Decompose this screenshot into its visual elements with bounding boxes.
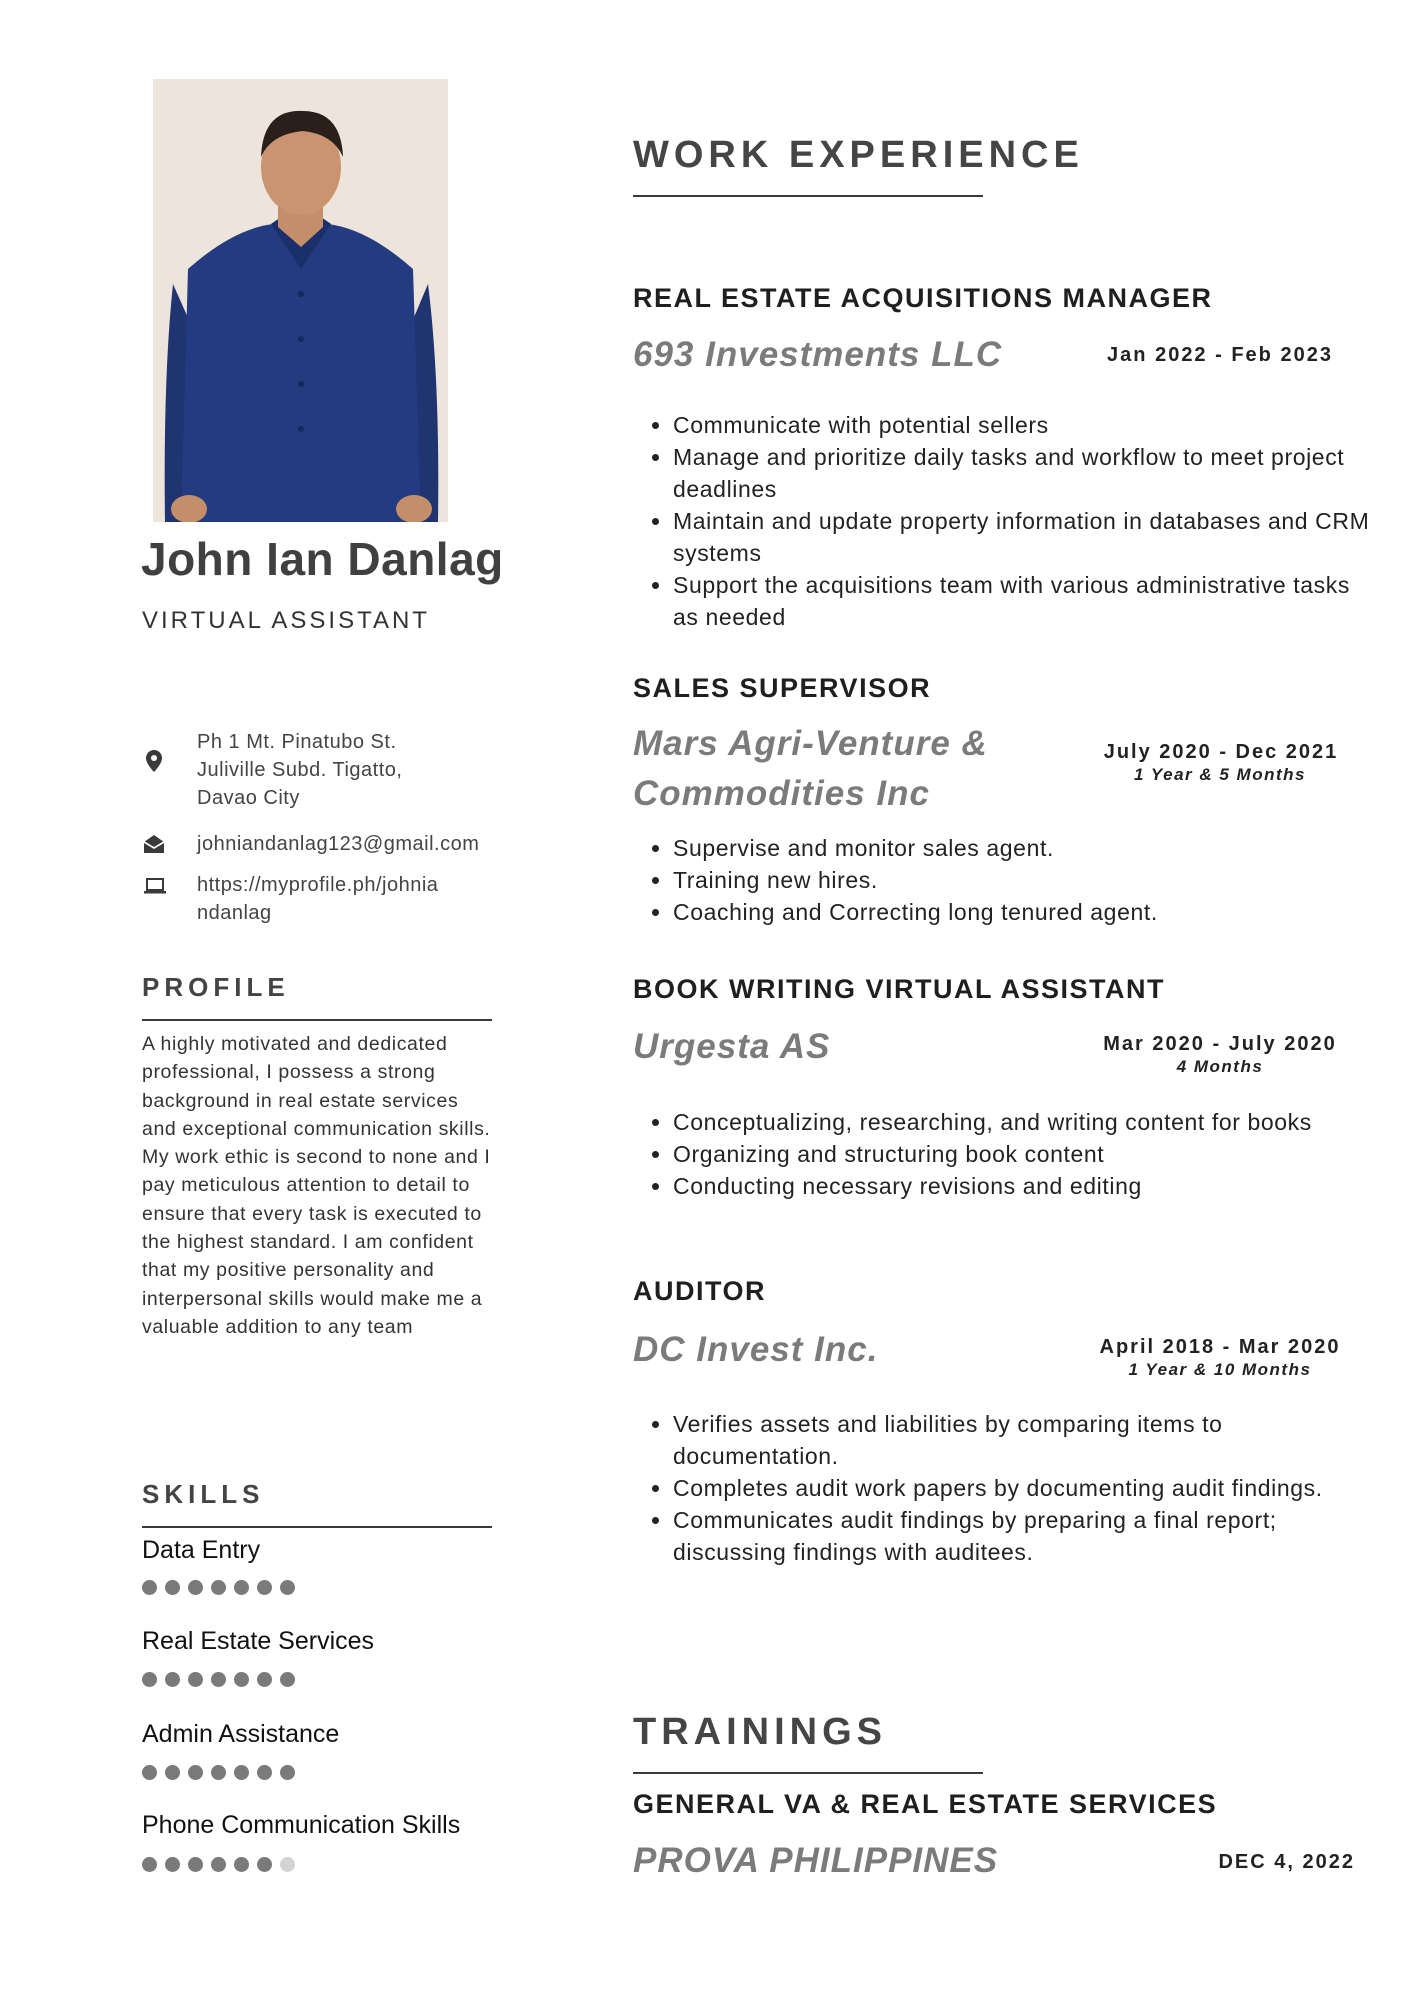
list-item: • Coaching and Correcting long tenured agent. (673, 896, 1378, 928)
list-item: • Training new hires. (673, 864, 1378, 896)
list-item: • Conceptualizing, researching, and writing content for books (673, 1106, 1378, 1138)
rating-dot (257, 1580, 272, 1595)
laptop-icon (143, 877, 165, 899)
job-duties (633, 1408, 1378, 1568)
company-name: Mars Agri-Venture & Commodities Inc (633, 724, 988, 813)
list-item: • Support the acquisitions team with various administrative tasks as needed (673, 569, 1378, 633)
list-item: • Organizing and structuring book content (673, 1138, 1378, 1170)
rating-dot (280, 1580, 295, 1595)
job-title: BOOK WRITING VIRTUAL ASSISTANT (633, 974, 1165, 1004)
skill-name: Real Estate Services (142, 1627, 375, 1655)
skills-divider (142, 1526, 492, 1528)
rating-dot (188, 1672, 203, 1687)
rating-dot (211, 1857, 226, 1872)
list-item: • Verifies assets and liabilities by comparing items to documentation. (673, 1408, 1378, 1472)
job-duration: 1 Year & 5 Months (1134, 765, 1306, 784)
company-name: 693 Investments LLC (633, 335, 1003, 374)
rating-dot (165, 1765, 180, 1780)
list-item: • Supervise and monitor sales agent. (673, 832, 1378, 864)
rating-dot (234, 1580, 249, 1595)
rating-dot (211, 1765, 226, 1780)
profile-heading: PROFILE (142, 972, 290, 1002)
rating-dot (280, 1765, 295, 1780)
skill-rating (142, 1672, 295, 1687)
skill-name: Admin Assistance (142, 1720, 340, 1748)
list-item: • Completes audit work papers by documenting audit findings. (673, 1472, 1378, 1504)
job-duties (633, 832, 1378, 928)
location-pin-icon (143, 749, 165, 771)
list-item: • Maintain and update property information in databases and CRM systems (673, 505, 1378, 569)
list-item: • Communicates audit findings by preparing a final report; discussing findings with auditees. (673, 1504, 1378, 1568)
person-role: VIRTUAL ASSISTANT (142, 607, 430, 634)
company-name: DC Invest Inc. (633, 1330, 879, 1369)
training-date: DEC 4, 2022 (1218, 1851, 1355, 1873)
rating-dot (188, 1765, 203, 1780)
skill-name: Phone Communication Skills (142, 1811, 461, 1839)
work-divider (633, 195, 983, 197)
job-date: Mar 2020 - July 2020 (1103, 1033, 1337, 1055)
rating-dot (257, 1765, 272, 1780)
rating-dot (211, 1580, 226, 1595)
rating-dot (142, 1765, 157, 1780)
profile-photo (153, 79, 448, 522)
job-duties (633, 409, 1378, 633)
rating-dot (142, 1580, 157, 1595)
rating-dot (257, 1672, 272, 1687)
contact-email[interactable]: johniandanlag123@gmail.com (197, 833, 480, 855)
rating-dot (188, 1857, 203, 1872)
rating-dot (211, 1672, 226, 1687)
work-experience-heading: WORK EXPERIENCE (633, 134, 1084, 176)
skill-rating (142, 1857, 295, 1872)
rating-dot (188, 1580, 203, 1595)
trainings-divider (633, 1772, 983, 1774)
list-item: • Communicate with potential sellers (673, 409, 1378, 441)
job-date: April 2018 - Mar 2020 (1099, 1336, 1341, 1358)
rating-dot (280, 1672, 295, 1687)
rating-dot (165, 1580, 180, 1595)
job-date: Jan 2022 - Feb 2023 (1107, 344, 1333, 366)
rating-dot (280, 1857, 295, 1872)
job-duration: 4 Months (1176, 1057, 1264, 1076)
job-title: AUDITOR (633, 1276, 767, 1306)
contact-address: Ph 1 Mt. Pinatubo St. Juliville Subd. Tigatto, Davao City (197, 731, 403, 809)
training-provider: PROVA PHILIPPINES (633, 1841, 999, 1880)
job-title: REAL ESTATE ACQUISITIONS MANAGER (633, 283, 1213, 313)
skill-name: Data Entry (142, 1536, 261, 1564)
list-item: • Conducting necessary revisions and editing (673, 1170, 1378, 1202)
rating-dot (142, 1672, 157, 1687)
profile-divider (142, 1019, 492, 1021)
envelope-icon (143, 834, 165, 856)
training-title: GENERAL VA & REAL ESTATE SERVICES (633, 1789, 1218, 1819)
skills-heading: SKILLS (142, 1479, 265, 1509)
person-name: John Ian Danlag (141, 533, 504, 585)
rating-dot (165, 1857, 180, 1872)
rating-dot (165, 1672, 180, 1687)
job-title: SALES SUPERVISOR (633, 673, 932, 703)
rating-dot (257, 1857, 272, 1872)
profile-text: A highly motivated and dedicated professional, I possess a strong background in real estate services and exceptional communication skills. My work ethic is second to none and I pay meticulous attention to detail to ensure that every task is executed to the highest standard. I am confident that my positive personality and interpersonal skills would make me a valuable addition to any team (142, 1033, 491, 1338)
job-duties (633, 1106, 1378, 1202)
rating-dot (142, 1857, 157, 1872)
trainings-heading: TRAININGS (633, 1711, 887, 1753)
rating-dot (234, 1765, 249, 1780)
company-name: Urgesta AS (633, 1027, 831, 1066)
skill-rating (142, 1580, 295, 1595)
job-date: July 2020 - Dec 2021 (1103, 741, 1339, 763)
rating-dot (234, 1857, 249, 1872)
contact-website[interactable]: https://myprofile.ph/johnia ndanlag (197, 874, 439, 924)
skill-rating (142, 1765, 295, 1780)
job-duration: 1 Year & 10 Months (1128, 1360, 1312, 1379)
list-item: • Manage and prioritize daily tasks and workflow to meet project deadlines (673, 441, 1378, 505)
rating-dot (234, 1672, 249, 1687)
